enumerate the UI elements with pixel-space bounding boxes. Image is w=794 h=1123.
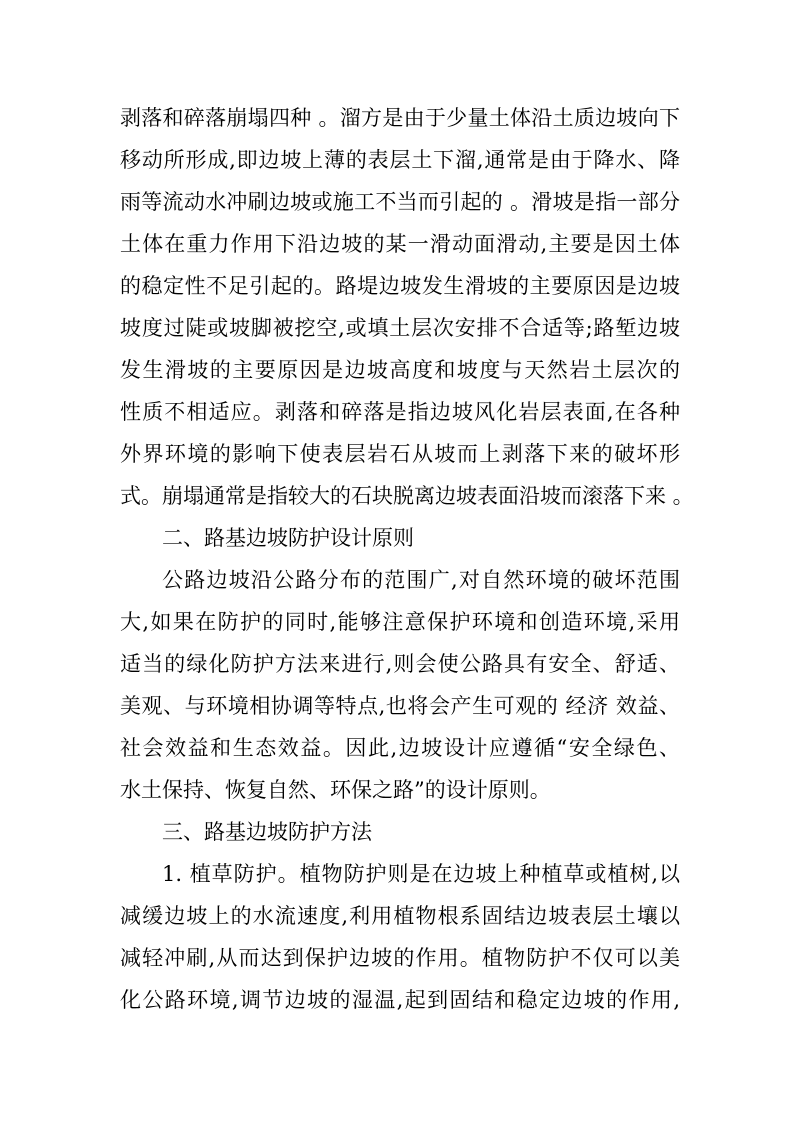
text-line: 水土保持、恢复自然、环保之路”的设计原则。: [120, 778, 551, 802]
text-line: 美观、与环境相协调等特点,也将会产生可观的 经济 效益、: [120, 694, 680, 718]
text-line: 减缓边坡上的水流速度,利用植物根系固结边坡表层土壤以: [120, 904, 680, 928]
text-line: 适当的绿化防护方法来进行,则会使公路具有安全、舒适、: [120, 652, 680, 676]
text-line: 发生滑坡的主要原因是边坡高度和坡度与天然岩土层次的: [120, 358, 680, 382]
text-line: 土体在重力作用下沿边坡的某一滑动面滑动,主要是因土体: [120, 232, 680, 256]
text-line: 社会效益和生态效益。因此,边坡设计应遵循“安全绿色、: [120, 736, 680, 760]
text-line: 公路边坡沿公路分布的范围广,对自然环境的破坏范围: [162, 568, 680, 592]
text-line: 大,如果在防护的同时,能够注意保护环境和创造环境,采用: [120, 610, 680, 634]
text-line: 化公路环境,调节边坡的湿温,起到固结和稳定边坡的作用,: [120, 988, 680, 1012]
text-line: 式。崩塌通常是指较大的石块脱离边坡表面沿坡而滚落下来 。: [120, 484, 694, 508]
section-heading: 三、路基边坡防护方法: [162, 820, 372, 844]
section-heading: 二、路基边坡防护设计原则: [162, 526, 414, 550]
text-line: 的稳定性不足引起的。路堤边坡发生滑坡的主要原因是边坡: [120, 274, 680, 298]
text-line: 减轻冲刷,从而达到保护边坡的作用。植物防护不仅可以美: [120, 946, 680, 970]
text-line: 移动所形成,即边坡上薄的表层土下溜,通常是由于降水、降: [120, 148, 680, 172]
text-line: 1. 植草防护。植物防护则是在边坡上种植草或植树,以: [162, 862, 680, 886]
text-line: 剥落和碎落崩塌四种 。溜方是由于少量土体沿土质边坡向下: [120, 106, 680, 130]
text-line: 外界环境的影响下使表层岩石从坡而上剥落下来的破坏形: [120, 442, 680, 466]
text-line: 性质不相适应。剥落和碎落是指边坡风化岩层表面,在各种: [120, 400, 680, 424]
text-line: 雨等流动水冲刷边坡或施工不当而引起的 。滑坡是指一部分: [120, 190, 680, 214]
text-line: 坡度过陡或坡脚被挖空,或填土层次安排不合适等;路堑边坡: [120, 316, 680, 340]
